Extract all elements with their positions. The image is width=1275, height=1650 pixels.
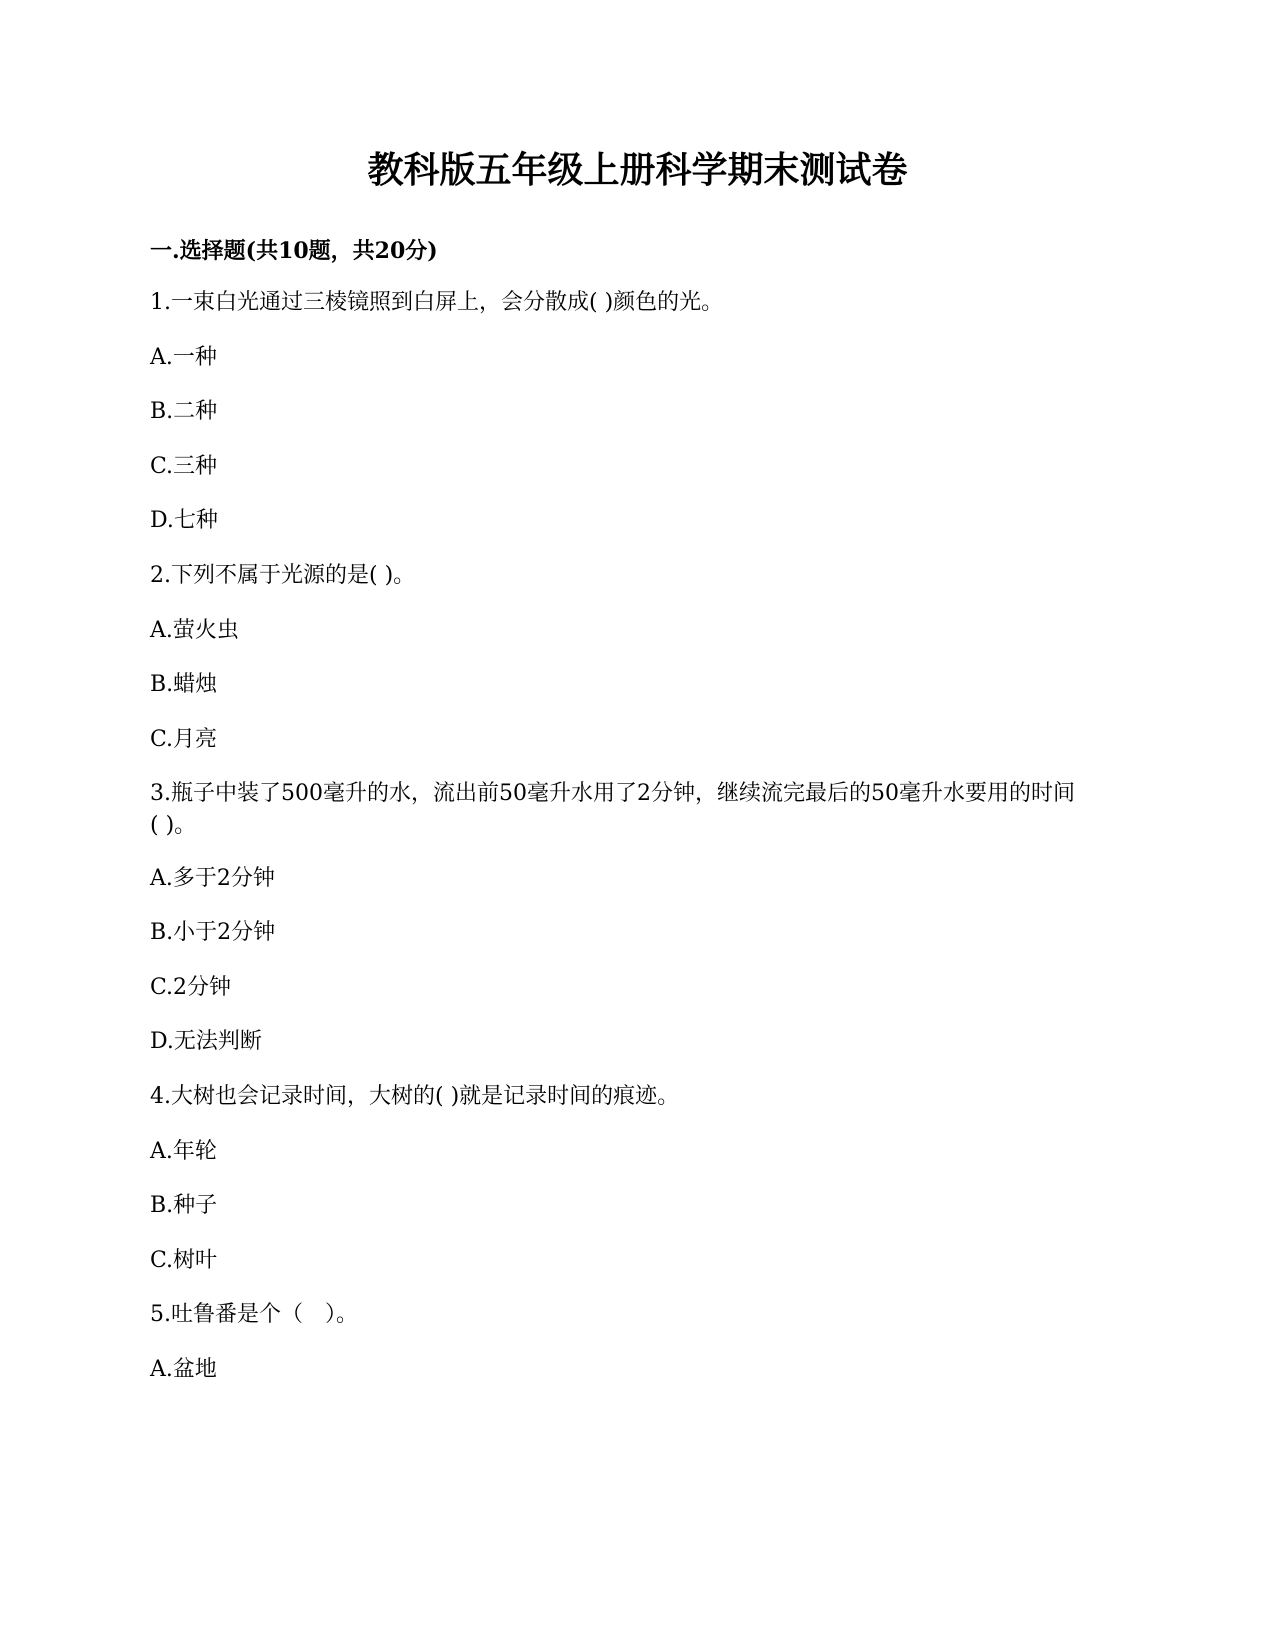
question-3-option-a: A.多于2分钟 <box>150 866 275 891</box>
question-5-option-a: A.盆地 <box>150 1357 217 1382</box>
question-2-option-c: C.月亮 <box>150 727 218 752</box>
question-1-option-c: C.三种 <box>150 454 218 479</box>
question-4-option-c: C.树叶 <box>150 1248 218 1273</box>
question-2-option-b: B.蜡烛 <box>150 672 218 697</box>
question-3-option-b: B.小于2分钟 <box>150 920 276 945</box>
question-1-text: 1.一束白光通过三棱镜照到白屏上，会分散成( )颜色的光。 <box>150 290 724 315</box>
question-3-text: 3.瓶子中装了500毫升的水，流出前50毫升水用了2分钟，继续流完最后的50毫升水要用的时间( )。 <box>150 781 1075 838</box>
question-4-option-a: A.年轮 <box>150 1139 217 1164</box>
page-title: 教科版五年级上册科学期末测试卷 <box>367 149 908 191</box>
question-2-text: 2.下列不属于光源的是( )。 <box>150 563 416 588</box>
question-1-option-a: A.一种 <box>150 345 217 370</box>
question-3-option-d: D.无法判断 <box>150 1029 262 1054</box>
question-3-option-c: C.2分钟 <box>150 975 232 1000</box>
question-1-option-b: B.二种 <box>150 399 218 424</box>
question-5-text: 5.吐鲁番是个（ ）。 <box>150 1302 358 1327</box>
question-4-option-b: B.种子 <box>150 1193 218 1218</box>
question-2-option-a: A.萤火虫 <box>150 618 239 643</box>
section-heading: 一.选择题(共10题，共20分) <box>150 238 438 264</box>
question-1-option-d: D.七种 <box>150 508 218 533</box>
question-4-text: 4.大树也会记录时间，大树的( )就是记录时间的痕迹。 <box>150 1084 680 1109</box>
